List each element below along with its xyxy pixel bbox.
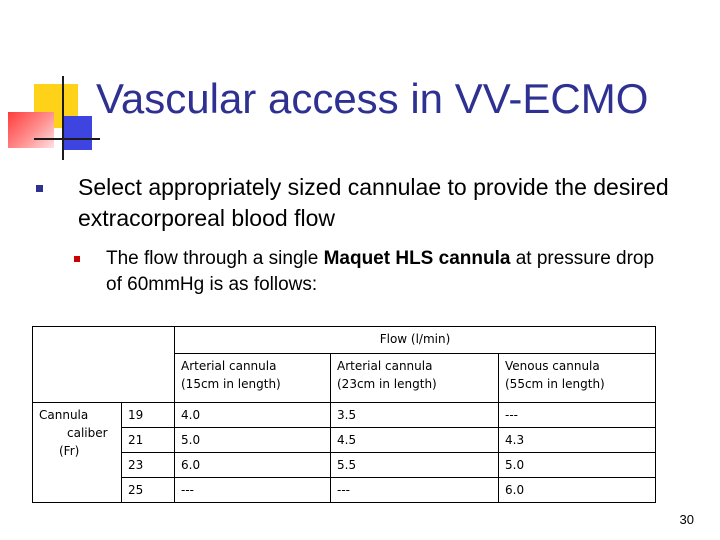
logo-red-square	[8, 112, 54, 148]
caliber-label-line2: caliber	[67, 426, 108, 440]
column-header-line2: (15cm in length)	[181, 377, 281, 391]
size-cell: 19	[122, 403, 175, 428]
logo-blue-square	[62, 116, 92, 150]
column-header-line2: (55cm in length)	[505, 377, 605, 391]
table-row	[33, 403, 656, 428]
table-cell: 4.3	[499, 428, 656, 453]
column-header-line1: Venous cannula	[505, 359, 600, 373]
table-corner-cell	[33, 327, 175, 403]
table-row	[33, 453, 656, 478]
column-header-line1: Arterial cannula	[181, 359, 277, 373]
table-cell: 5.5	[331, 453, 499, 478]
flow-table	[32, 326, 656, 503]
table-cell: 5.0	[175, 428, 331, 453]
square-bullet-icon	[36, 185, 43, 192]
bullet-level1	[36, 172, 686, 234]
logo-horizontal-line	[34, 138, 100, 140]
bullet-level2-suffix: at pressure drop of 60mmHg is as follows:	[106, 248, 655, 295]
caliber-label-line1: Cannula	[39, 408, 89, 422]
size-cell: 21	[122, 428, 175, 453]
table-row	[33, 428, 656, 453]
table-cell: 4.0	[175, 403, 331, 428]
square-bullet-icon	[74, 256, 80, 262]
column-header	[175, 354, 331, 403]
bullet-level1-text: Select appropriately sized cannulae to provide the desired extracorporeal blood flow	[78, 174, 669, 231]
table-cell: ---	[331, 478, 499, 503]
page-number: 30	[679, 512, 694, 527]
table-cell: ---	[499, 403, 656, 428]
size-cell: 23	[122, 453, 175, 478]
table-header-row	[33, 327, 656, 354]
slide-title: Vascular access in VV-ECMO	[96, 75, 649, 122]
bullet-level2	[74, 246, 674, 298]
bullet-level2-bold: Maquet HLS cannula	[323, 248, 511, 269]
caliber-label-line3: (Fr)	[59, 444, 80, 458]
column-header-line2: (23cm in length)	[337, 377, 437, 391]
caliber-label-cell	[33, 403, 122, 503]
table-cell: 5.0	[499, 453, 656, 478]
bullet-level2-prefix: The flow through a single	[106, 248, 324, 269]
size-cell: 25	[122, 478, 175, 503]
table-cell: 6.0	[499, 478, 656, 503]
decorative-logo	[0, 0, 110, 170]
column-header	[499, 354, 656, 403]
flow-group-header: Flow (l/min)	[175, 327, 656, 354]
table-cell: 6.0	[175, 453, 331, 478]
column-header	[331, 354, 499, 403]
table-row	[33, 478, 656, 503]
column-header-line1: Arterial cannula	[337, 359, 433, 373]
table-cell: 3.5	[331, 403, 499, 428]
table-cell: 4.5	[331, 428, 499, 453]
logo-vertical-line	[62, 76, 64, 160]
table-cell: ---	[175, 478, 331, 503]
bullet-level2-text	[106, 246, 674, 298]
